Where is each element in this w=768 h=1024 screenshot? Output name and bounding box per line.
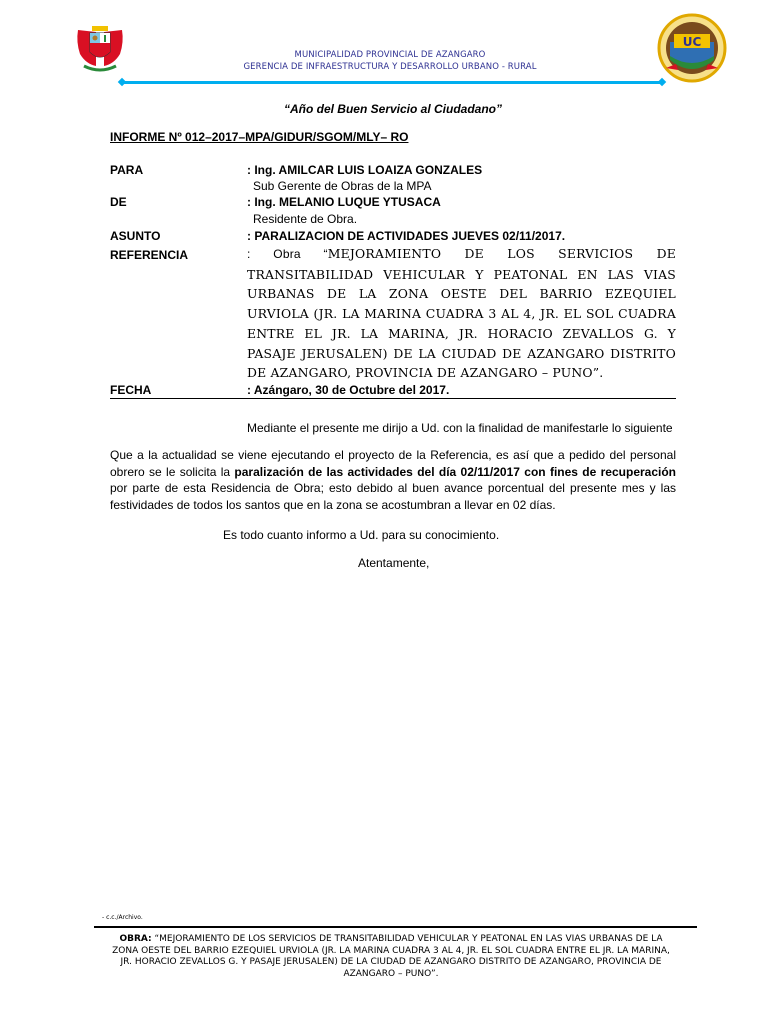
header-rule-left-diamond [118,78,126,86]
peru-coat-of-arms-logo [74,24,126,74]
de-subtitle: Residente de Obra. [253,212,358,226]
referencia-label: REFERENCIA [110,248,189,262]
main-paragraph-bold: paralización de las actividades del día 02/11/2017 con fines de recuperación [234,464,677,479]
sign-off: Atentamente, [358,556,430,570]
de-label: DE [110,195,127,209]
municipality-seal-logo [656,12,728,84]
referencia-prefix: : Obra “ [247,247,328,261]
intro-paragraph: Mediante el presente me dirijo a Ud. con la finalidad de manifestarle lo siguiente [247,421,673,435]
report-number: INFORME Nº 012–2017–MPA/GIDUR/SGOM/MLY– RO [110,130,409,144]
referencia-text: MEJORAMIENTO DE LOS SERVICIOS DE TRANSITABILIDAD VEHICULAR Y PEATONAL EN LAS VIAS URBANAS DE LA ZONA OESTE DEL BARRIO EZEQUIEL URVIOLA (JR. LA MARINA CUADRA 3 AL 4, JR. EL SOL CUADRA ENTRE EL JR. LA MARINA, JR. HORACIO ZEVALLOS G. Y PASAJE JERUSALEN) DE LA CIUDAD DE AZANGARO DISTRITO DE AZANGARO, PROVINCIA DE AZANGARO – PUNO”. [247,246,676,381]
footer-obra-text: “MEJORAMIENTO DE LOS SERVICIOS DE TRANSITABILIDAD VEHICULAR Y PEATONAL EN LAS VIAS URBANAS DE LA ZONA OESTE DEL BARRIO EZEQUIEL URVIOLA (JR. LA MARINA CUADRA 3 AL 4, JR. EL SOL CUADRA ENTRE EL JR. LA MARINA, JR. HORACIO ZEVALLOS G. Y PASAJE JERUSALEN) DE LA CIUDAD DE AZANGARO DISTRITO DE AZANGARO, PROVINCIA DE AZANGARO – PUNO”. [112,934,670,979]
header-department-name: GERENCIA DE INFRAESTRUCTURA Y DESARROLLO URBANO - RURAL [243,62,537,72]
main-paragraph-end: por parte de esta Residencia de Obra; esto debido al buen avance porcentual del presente mes y las festividades de todos los santos que en la zona se acostumbran a llevar en 02 días. [110,481,676,512]
fecha-value: : Azángaro, 30 de Octubre del 2017. [247,383,450,397]
de-value: : Ing. MELANIO LUQUE YTUSACA [247,195,441,209]
main-paragraph [110,447,676,513]
referencia-value [247,244,676,383]
para-label: PARA [110,163,144,177]
carbon-copy-note: - c.c./Archivo. [102,914,143,921]
footer-project-note [108,934,674,980]
footer-rule [94,926,697,928]
para-value: : Ing. AMILCAR LUIS LOAIZA GONZALES [247,163,483,177]
para-subtitle: Sub Gerente de Obras de la MPA [253,179,432,193]
asunto-value: : PARALIZACION DE ACTIVIDADES JUEVES 02/11/2017. [247,229,566,243]
closing-sentence: Es todo cuanto informo a Ud. para su conocimiento. [223,528,500,542]
footer-obra-label: OBRA: [119,934,152,944]
main-paragraph-start: Que a la actualidad se viene ejecutando el proyecto de la Referencia, es así que a pedido del personal obrero se le solicita la [110,448,676,479]
seal-initials: UC [682,35,702,49]
fecha-label: FECHA [110,383,152,397]
header-rule [122,81,662,84]
header-municipality-name: MUNICIPALIDAD PROVINCIAL DE AZANGARO [294,50,486,60]
asunto-label: ASUNTO [110,229,161,243]
year-motto: “Año del Buen Servicio al Ciudadano” [283,102,503,116]
fields-divider [110,398,676,399]
